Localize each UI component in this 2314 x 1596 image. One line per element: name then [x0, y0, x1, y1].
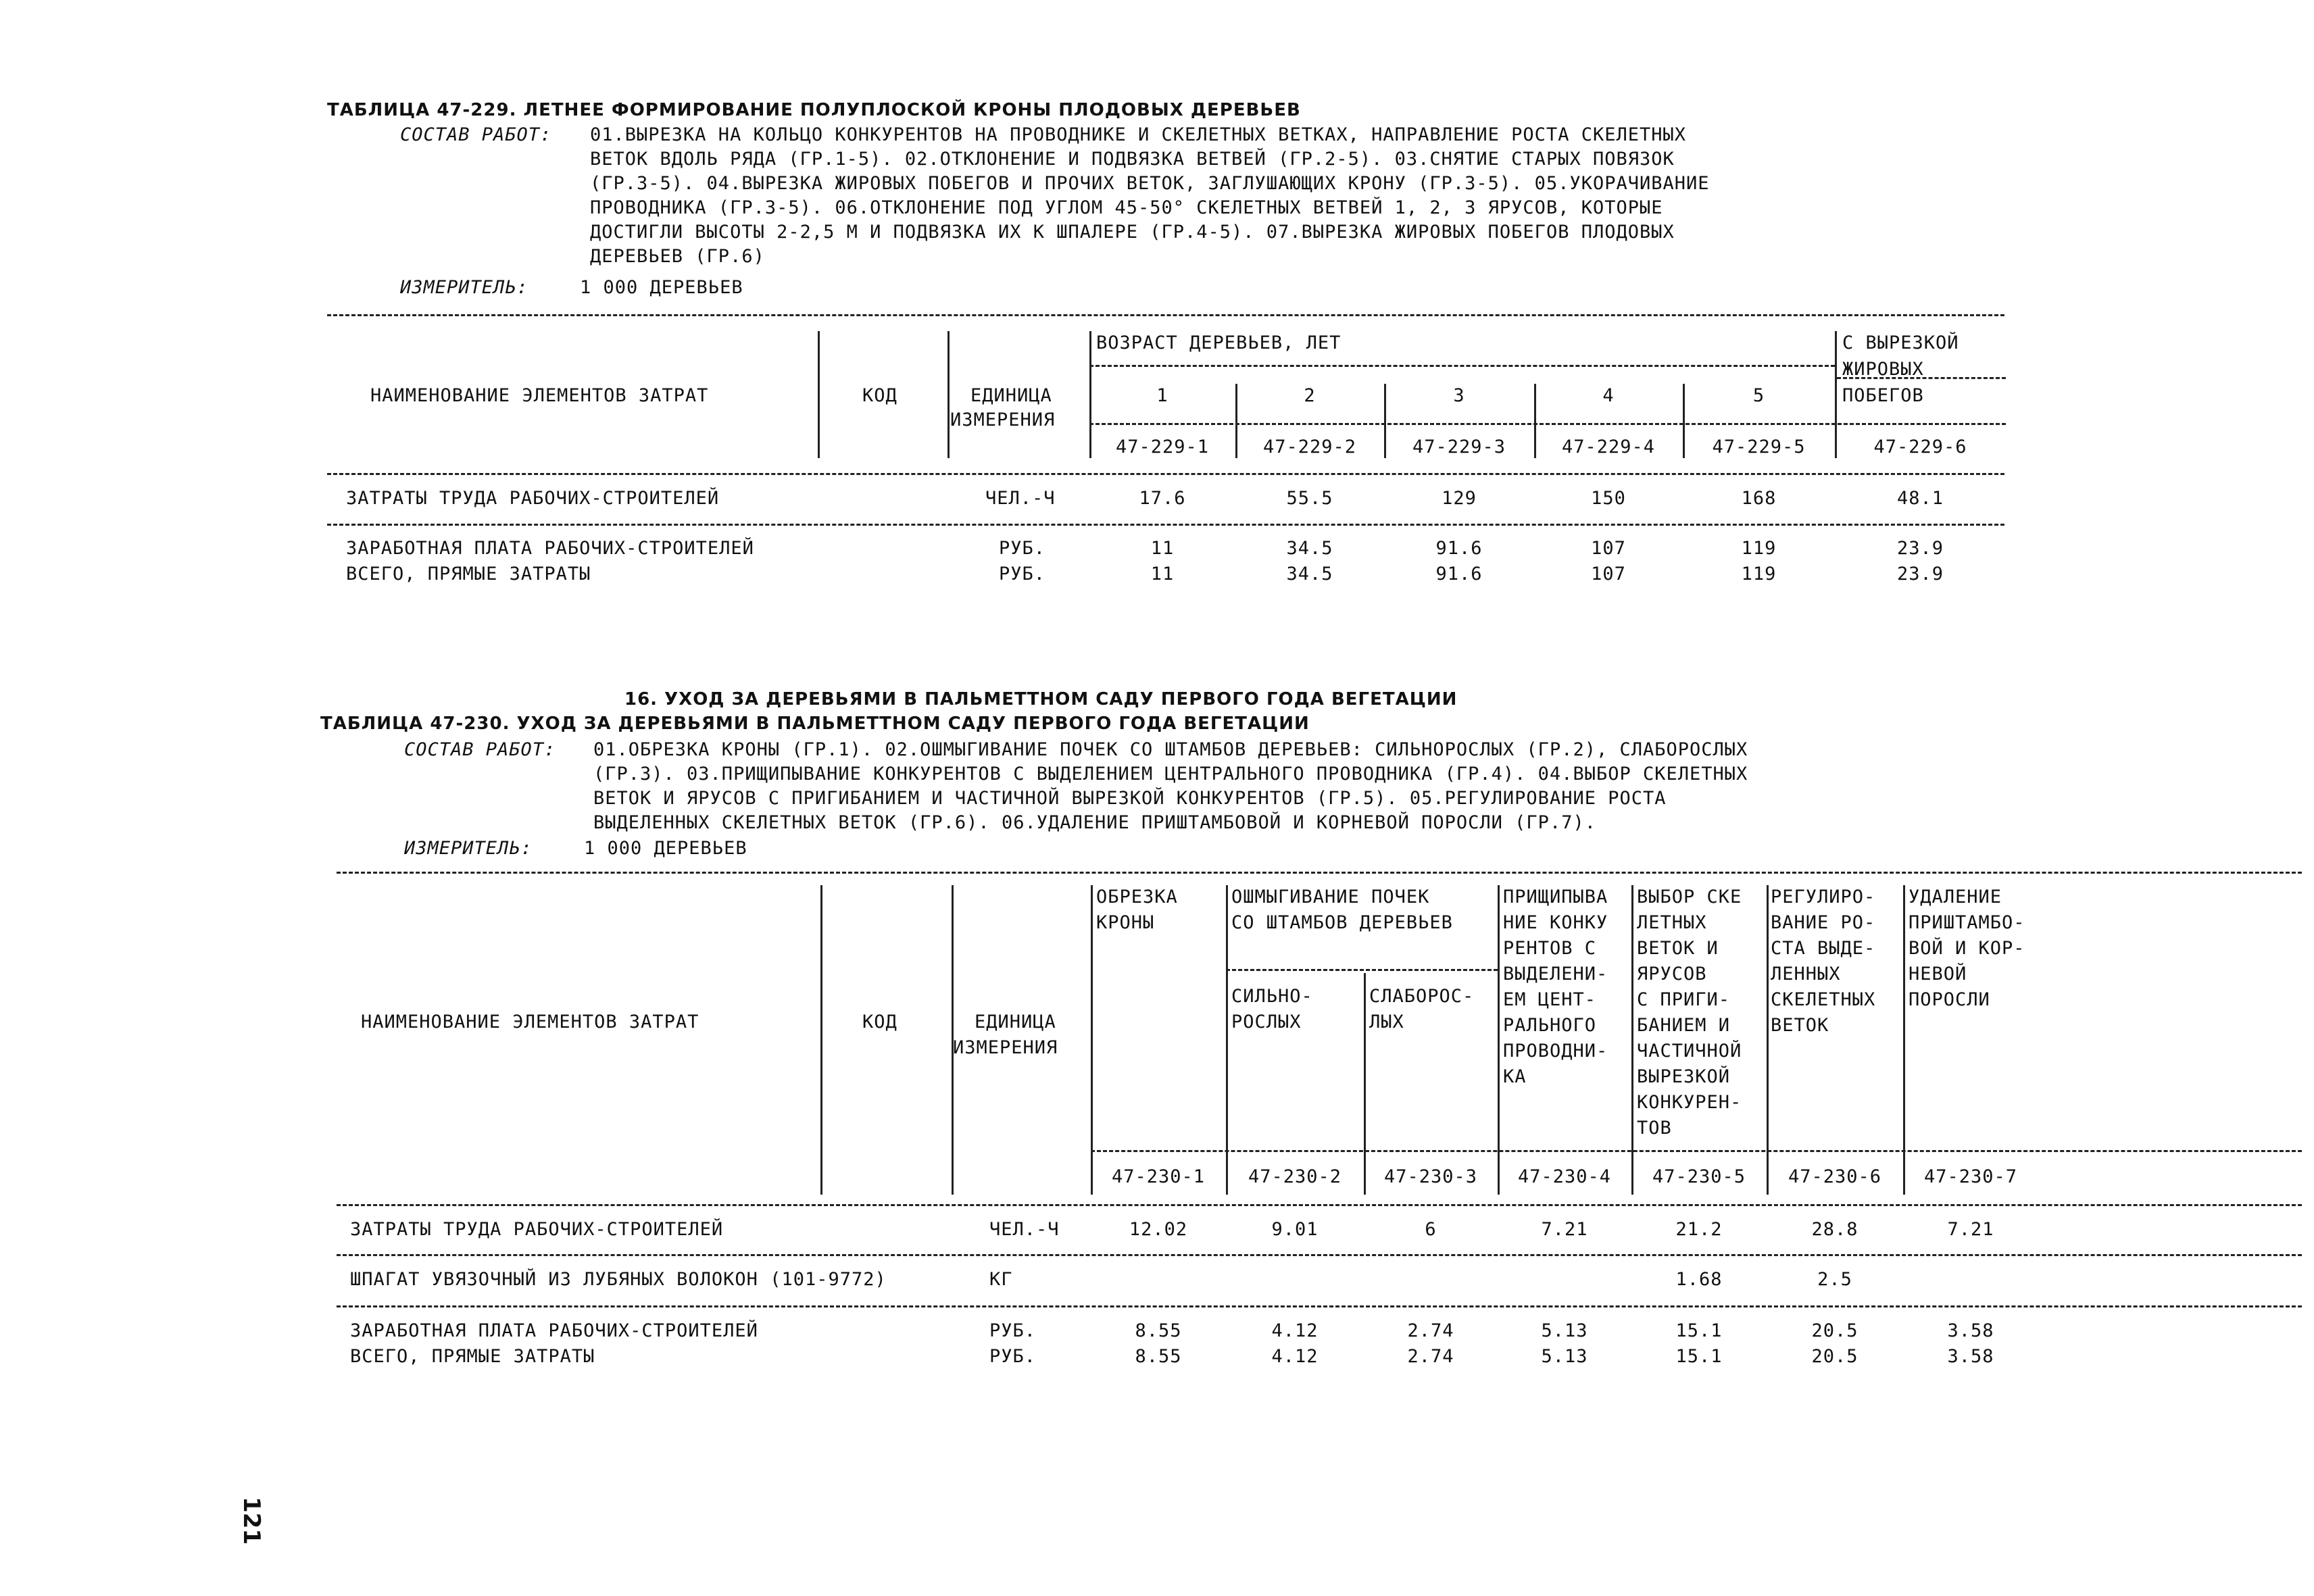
table-230-value: 8.55 — [1135, 1346, 1182, 1367]
table-229-row-name: ЗАТРАТЫ ТРУДА РАБОЧИХ-СТРОИТЕЛЕЙ — [346, 488, 720, 509]
table-230-row-name: ШПАГАТ УВЯЗОЧНЫЙ ИЗ ЛУБЯНЫХ ВОЛОКОН (101-9772) — [350, 1269, 887, 1290]
table-229-col-divider — [947, 331, 950, 458]
table-230-head-c6: РЕГУЛИРО- — [1771, 887, 1876, 907]
table-230-row-unit: КГ — [989, 1269, 1013, 1290]
table-230-head-c5: БАНИЕМ И — [1637, 1015, 1731, 1036]
table-230-head-c4: ПРИЩИПЫВА — [1503, 887, 1608, 907]
table-230-sostav-label: СОСТАВ РАБОТ: — [404, 739, 556, 760]
table-229-head-age: ВОЗРАСТ ДЕРЕВЬЕВ, ЛЕТ — [1096, 332, 1341, 353]
table-229-sostav-line: ДОСТИГЛИ ВЫСОТЫ 2-2,5 М И ПОДВЯЗКА ИХ К ШПАЛЕРЕ (ГР.4-5). 07.ВЫРЕЗКА ЖИРОВЫХ ПОБЕГОВ ПЛОДОВЫХ — [590, 222, 1675, 243]
table-230-code: 47-230-6 — [1788, 1166, 1882, 1187]
table-230-head-c5: С ПРИГИ- — [1637, 989, 1731, 1010]
table-229-row-unit: РУБ. — [999, 564, 1046, 584]
table-230-head-c7: ПРИШТАМБО- — [1909, 912, 2025, 933]
table-229-head-year: 3 — [1453, 385, 1465, 406]
table-229-head-year: 2 — [1304, 385, 1316, 406]
table-230-izm-label: ИЗМЕРИТЕЛЬ: — [404, 838, 533, 859]
table-230-value: 8.55 — [1135, 1320, 1182, 1341]
table-230-head-c6: СКЕЛЕТНЫХ — [1771, 989, 1876, 1010]
table-229-value: 91.6 — [1435, 564, 1483, 584]
table-229-row-name: ВСЕГО, ПРЯМЫЕ ЗАТРАТЫ — [346, 564, 591, 584]
table-229-head-year: 1 — [1156, 385, 1168, 406]
table-230-code: 47-230-5 — [1652, 1166, 1746, 1187]
table-230-row-name: ЗАТРАТЫ ТРУДА РАБОЧИХ-СТРОИТЕЛЕЙ — [350, 1219, 724, 1240]
table-229-value: 23.9 — [1896, 564, 1944, 584]
table-230-value: 21.2 — [1675, 1219, 1723, 1240]
table-230-head-c4: КА — [1503, 1066, 1527, 1087]
table-229-izm-value: 1 000 ДЕРЕВЬЕВ — [580, 277, 743, 298]
table-229-title: ТАБЛИЦА 47-229. ЛЕТНЕЕ ФОРМИРОВАНИЕ ПОЛУПЛОСКОЙ КРОНЫ ПЛОДОВЫХ ДЕРЕВЬЕВ — [327, 100, 1301, 120]
table-229-header-bottom-rule — [327, 473, 2004, 475]
table-229-sostav-line: ВЕТОК ВДОЛЬ РЯДА (ГР.1-5). 02.ОТКЛОНЕНИЕ И ПОДВЯЗКА ВЕТВЕЙ (ГР.2-5). 03.СНЯТИЕ СТАРЫХ ПОВЯЗОК — [590, 149, 1675, 170]
table-230-sostav-line: ВЕТОК И ЯРУСОВ С ПРИГИБАНИЕМ И ЧАСТИЧНОЙ ВЫРЕЗКОЙ КОНКУРЕНТОВ (ГР.5). 05.РЕГУЛИРОВАНИЕ РОСТА — [593, 788, 1667, 809]
table-230-value: 2.74 — [1407, 1320, 1454, 1341]
table-230-head-c5: ВЫРЕЗКОЙ — [1637, 1066, 1731, 1087]
table-230-head-kod: КОД — [862, 1012, 897, 1032]
table-229-header-rule — [1089, 365, 1835, 367]
table-230-header-bottom-rule — [337, 1204, 2302, 1206]
table-229-value: 119 — [1741, 538, 1777, 559]
table-230-row-unit: ЧЕЛ.-Ч — [989, 1219, 1060, 1240]
table-230-code: 47-230-2 — [1248, 1166, 1342, 1187]
table-230-head-c3: ЛЫХ — [1369, 1012, 1404, 1032]
table-230-head-c23: СО ШТАМБОВ ДЕРЕВЬЕВ — [1231, 912, 1453, 933]
table-230-head-c6: ЛЕННЫХ — [1771, 964, 1841, 984]
table-230-value: 7.21 — [1541, 1219, 1588, 1240]
table-230-row-rule — [337, 1305, 2302, 1307]
table-229-value: 17.6 — [1139, 488, 1186, 509]
table-230-head-c6: ВАНИЕ РО- — [1771, 912, 1876, 933]
table-230-value: 9.01 — [1271, 1219, 1319, 1240]
table-230-head-c1: ОБРЕЗКА — [1096, 887, 1178, 907]
table-230-head-c7: НЕВОЙ — [1909, 964, 1967, 984]
table-229-sostav-line: (ГР.3-5). 04.ВЫРЕЗКА ЖИРОВЫХ ПОБЕГОВ И ПРОЧИХ ВЕТОК, ЗАГЛУШАЮЩИХ КРОНУ (ГР.3-5). 05.УКОРАЧИВАНИЕ — [590, 173, 1710, 194]
table-230-value: 6 — [1425, 1219, 1437, 1240]
table-230-code: 47-230-1 — [1111, 1166, 1206, 1187]
table-230-row-name: ВСЕГО, ПРЯМЫЕ ЗАТРАТЫ — [350, 1346, 595, 1367]
table-230-head-c6: СТА ВЫДЕ- — [1771, 938, 1876, 959]
table-230-row-rule — [337, 1254, 2302, 1256]
table-229-head-kod: КОД — [862, 385, 897, 406]
page-number: 121 — [238, 1497, 265, 1545]
table-230-head-c5: ТОВ — [1637, 1118, 1672, 1139]
table-229-head-year: 5 — [1752, 385, 1765, 406]
table-229-row-name: ЗАРАБОТНАЯ ПЛАТА РАБОЧИХ-СТРОИТЕЛЕЙ — [346, 538, 754, 559]
table-229-value: 34.5 — [1286, 564, 1333, 584]
table-230-value: 3.58 — [1947, 1320, 1994, 1341]
table-229-col-divider — [818, 331, 820, 458]
table-230-col-divider — [1091, 885, 1093, 1195]
table-229-code: 47-229-5 — [1712, 437, 1806, 457]
table-229-head-cut: С ВЫРЕЗКОЙ — [1842, 332, 1959, 353]
table-230-value: 12.02 — [1129, 1219, 1188, 1240]
table-229-value: 91.6 — [1435, 538, 1483, 559]
table-230-head-c5: ЯРУСОВ — [1637, 964, 1707, 984]
table-229-value: 55.5 — [1286, 488, 1333, 509]
table-229-value: 107 — [1591, 564, 1626, 584]
table-229-code: 47-229-4 — [1561, 437, 1656, 457]
table-230-head-c2: СИЛЬНО- — [1231, 986, 1313, 1007]
table-230-value: 5.13 — [1541, 1320, 1588, 1341]
table-229-head-cut: ПОБЕГОВ — [1842, 385, 1924, 406]
table-229-sostav-line: ДЕРЕВЬЕВ (ГР.6) — [590, 246, 765, 267]
table-230-sostav-line: ВЫДЕЛЕННЫХ СКЕЛЕТНЫХ ВЕТОК (ГР.6). 06.УДАЛЕНИЕ ПРИШТАМБОВОЙ И КОРНЕВОЙ ПОРОСЛИ (ГР.7). — [593, 812, 1596, 833]
table-230-col-divider — [1498, 885, 1500, 1195]
table-230-code: 47-230-4 — [1517, 1166, 1612, 1187]
table-229-head-unit: ЕДИНИЦА — [970, 385, 1052, 406]
table-230-col-divider — [1226, 885, 1228, 1195]
table-229-value: 23.9 — [1896, 538, 1944, 559]
table-230-value: 15.1 — [1675, 1320, 1723, 1341]
table-230-value: 2.74 — [1407, 1346, 1454, 1367]
table-230-value: 3.58 — [1947, 1346, 1994, 1367]
table-230-row-unit: РУБ. — [989, 1346, 1037, 1367]
table-230-value: 7.21 — [1947, 1219, 1994, 1240]
table-229-sostav-line: 01.ВЫРЕЗКА НА КОЛЬЦО КОНКУРЕНТОВ НА ПРОВОДНИКЕ И СКЕЛЕТНЫХ ВЕТКАХ, НАПРАВЛЕНИЕ РОСТА СКЕЛЕТНЫХ — [590, 124, 1687, 145]
table-230-head-c5: ВЫБОР СКЕ — [1637, 887, 1742, 907]
table-230-head-c4: ВЫДЕЛЕНИ- — [1503, 964, 1608, 984]
table-230-sostav-line: (ГР.3). 03.ПРИЩИПЫВАНИЕ КОНКУРЕНТОВ С ВЫДЕЛЕНИЕМ ЦЕНТРАЛЬНОГО ПРОВОДНИКА (ГР.4). 04.ВЫБОР СКЕЛЕТНЫХ — [593, 764, 1748, 784]
table-229-code: 47-229-2 — [1262, 437, 1357, 457]
table-230-head-c1: КРОНЫ — [1096, 912, 1155, 933]
table-229-value: 11 — [1150, 564, 1175, 584]
table-230-value: 20.5 — [1811, 1320, 1858, 1341]
table-230-value: 20.5 — [1811, 1346, 1858, 1367]
table-230-header-rule — [1226, 969, 1498, 971]
table-230-col-divider — [1767, 885, 1769, 1195]
table-230-head-unit: ЕДИНИЦА — [975, 1012, 1056, 1032]
table-230-sostav-line: 01.ОБРЕЗКА КРОНЫ (ГР.1). 02.ОШМЫГИВАНИЕ ПОЧЕК СО ШТАМБОВ ДЕРЕВЬЕВ: СИЛЬНОРОСЛЫХ (ГР.2), СЛАБОРОСЛЫХ — [593, 739, 1748, 760]
table-230-head-c5: ЧАСТИЧНОЙ — [1637, 1041, 1742, 1062]
table-230-col-divider — [1364, 973, 1366, 1195]
table-230-value: 15.1 — [1675, 1346, 1723, 1367]
table-230-value: 1.68 — [1675, 1269, 1723, 1290]
table-230-value: 4.12 — [1271, 1346, 1319, 1367]
table-229-header-rule — [1089, 423, 2006, 425]
table-230-header-rule — [1091, 1150, 2302, 1152]
table-230-value: 28.8 — [1811, 1219, 1858, 1240]
table-230-value: 5.13 — [1541, 1346, 1588, 1367]
table-229-value: 119 — [1741, 564, 1777, 584]
table-230-head-c6: ВЕТОК — [1771, 1015, 1829, 1036]
table-230-head-unit: ИЗМЕРЕНИЯ — [953, 1037, 1058, 1058]
table-230-top-rule — [337, 872, 2302, 874]
table-230-col-divider — [1903, 885, 1905, 1195]
table-229-code: 47-229-3 — [1412, 437, 1506, 457]
table-230-head-c2: РОСЛЫХ — [1231, 1012, 1302, 1032]
table-230-title: ТАБЛИЦА 47-230. УХОД ЗА ДЕРЕВЬЯМИ В ПАЛЬМЕТТНОМ САДУ ПЕРВОГО ГОДА ВЕГЕТАЦИИ — [320, 714, 1310, 734]
table-229-value: 107 — [1591, 538, 1626, 559]
table-229-value: 129 — [1442, 488, 1477, 509]
table-229-head-year: 4 — [1602, 385, 1615, 406]
table-230-head-c4: РАЛЬНОГО — [1503, 1015, 1597, 1036]
table-230-head-c7: ВОЙ И КОР- — [1909, 938, 2025, 959]
table-230-head-c7: ПОРОСЛИ — [1909, 989, 1990, 1010]
table-230-value: 4.12 — [1271, 1320, 1319, 1341]
table-229-sostav-label: СОСТАВ РАБОТ: — [400, 124, 552, 145]
table-230-head-c5: КОНКУРЕН- — [1637, 1092, 1742, 1113]
table-230-head-c5: ВЕТОК И — [1637, 938, 1719, 959]
table-229-value: 168 — [1741, 488, 1777, 509]
table-229-head-unit: ИЗМЕРЕНИЯ — [950, 409, 1056, 430]
table-230-head-c7: УДАЛЕНИЕ — [1909, 887, 2002, 907]
table-229-sostav-line: ПРОВОДНИКА (ГР.3-5). 06.ОТКЛОНЕНИЕ ПОД УГЛОМ 45-50° СКЕЛЕТНЫХ ВЕТВЕЙ 1, 2, 3 ЯРУСОВ, КОТОРЫЕ — [590, 197, 1663, 218]
table-230-head-c5: ЛЕТНЫХ — [1637, 912, 1707, 933]
table-229-value: 34.5 — [1286, 538, 1333, 559]
table-230-head-c4: НИЕ КОНКУ — [1503, 912, 1608, 933]
table-229-row-rule — [327, 524, 2004, 526]
table-229-top-rule — [327, 314, 2004, 316]
table-230-value: 2.5 — [1817, 1269, 1852, 1290]
table-229-code: 47-229-1 — [1115, 437, 1210, 457]
table-230-head-name: НАИМЕНОВАНИЕ ЭЛЕМЕНТОВ ЗАТРАТ — [361, 1012, 699, 1032]
table-229-code: 47-229-6 — [1873, 437, 1967, 457]
table-229-row-unit: РУБ. — [999, 538, 1046, 559]
table-230-head-c23: ОШМЫГИВАНИЕ ПОЧЕК — [1231, 887, 1430, 907]
table-230-head-c4: ЕМ ЦЕНТ- — [1503, 989, 1597, 1010]
table-229-izm-label: ИЗМЕРИТЕЛЬ: — [400, 277, 528, 298]
table-230-row-name: ЗАРАБОТНАЯ ПЛАТА РАБОЧИХ-СТРОИТЕЛЕЙ — [350, 1320, 758, 1341]
table-230-code: 47-230-7 — [1923, 1166, 2018, 1187]
table-230-head-c4: РЕНТОВ С — [1503, 938, 1597, 959]
table-230-col-divider — [1631, 885, 1633, 1195]
table-229-head-cut: ЖИРОВЫХ — [1842, 359, 1924, 380]
table-230-row-unit: РУБ. — [989, 1320, 1037, 1341]
table-229-value: 11 — [1150, 538, 1175, 559]
section-heading: 16. УХОД ЗА ДЕРЕВЬЯМИ В ПАЛЬМЕТТНОМ САДУ ПЕРВОГО ГОДА ВЕГЕТАЦИИ — [624, 689, 1458, 709]
table-229-value: 48.1 — [1896, 488, 1944, 509]
table-229-value: 150 — [1591, 488, 1626, 509]
table-230-izm-value: 1 000 ДЕРЕВЬЕВ — [584, 838, 747, 859]
table-229-head-name: НАИМЕНОВАНИЕ ЭЛЕМЕНТОВ ЗАТРАТ — [370, 385, 709, 406]
table-230-col-divider — [820, 885, 822, 1195]
table-229-row-unit: ЧЕЛ.-Ч — [985, 488, 1056, 509]
table-230-head-c3: СЛАБОРОС- — [1369, 986, 1475, 1007]
table-230-code: 47-230-3 — [1383, 1166, 1478, 1187]
table-230-head-c4: ПРОВОДНИ- — [1503, 1041, 1608, 1062]
